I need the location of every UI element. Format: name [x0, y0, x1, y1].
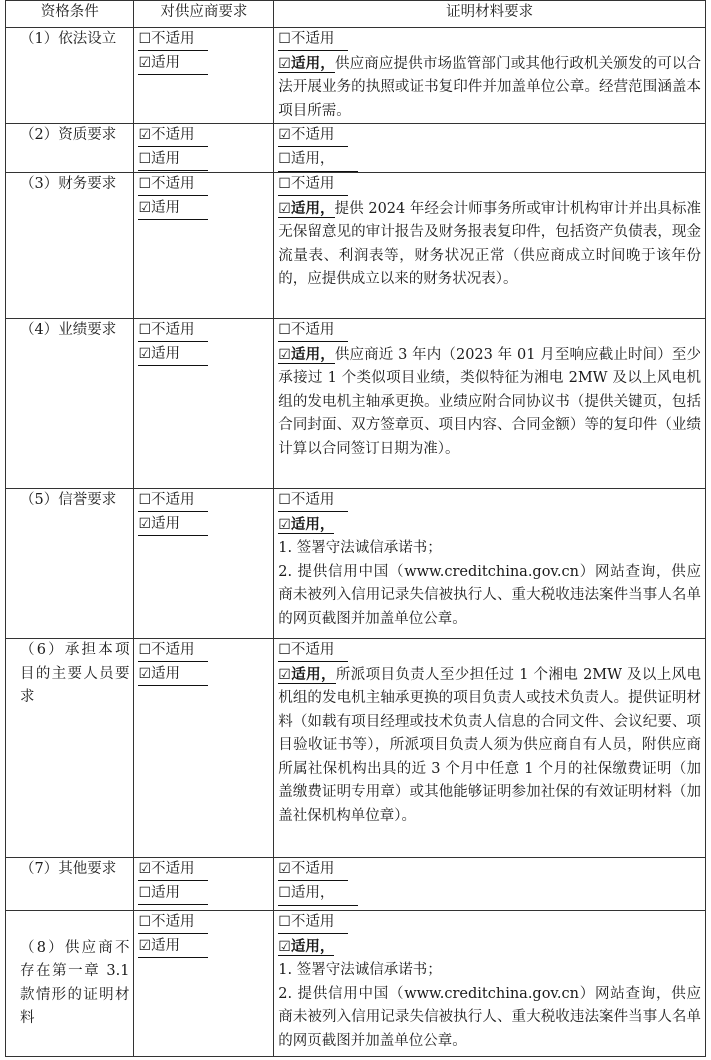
evidence-option-not-applicable[interactable] — [278, 911, 348, 934]
unchecked-box-icon: ☐ — [278, 322, 291, 338]
table-row — [6, 858, 706, 911]
table-row — [6, 124, 706, 173]
option-applicable[interactable] — [138, 197, 208, 220]
option-label: 不适用 — [151, 31, 195, 47]
option-applicable[interactable] — [138, 343, 208, 366]
supplier-requirement-cell — [134, 911, 274, 1057]
option-label: 适用， — [290, 515, 335, 533]
option-label: 适用， — [290, 345, 335, 363]
option-not-applicable[interactable] — [138, 911, 208, 934]
supplier-requirement-cell — [134, 124, 274, 173]
checked-box-icon: ☑ — [278, 55, 291, 72]
condition-label: （8）供应商不存在第一章 3.1 款情形的证明材料 — [20, 939, 130, 1026]
option-label: 不适用 — [290, 492, 335, 508]
unchecked-box-icon: ☐ — [278, 884, 291, 901]
header-row — [6, 1, 706, 28]
checked-box-icon: ☑ — [278, 516, 291, 533]
supplier-requirement-cell — [134, 639, 274, 858]
evidence-text — [278, 197, 701, 292]
checked-box-icon: ☑ — [278, 200, 291, 217]
evidence-option-applicable[interactable] — [278, 148, 358, 173]
unchecked-box-icon: ☐ — [278, 914, 291, 930]
evidence-list-item: 1. 签署守法诚信承诺书； — [278, 962, 442, 978]
checked-box-icon: ☑ — [138, 861, 152, 877]
condition-label: （4）业绩要求 — [20, 322, 117, 338]
evidence-option-not-applicable[interactable] — [278, 489, 348, 512]
evidence-list-item: 1. 签署守法诚信承诺书； — [278, 540, 442, 556]
evidence-option-applicable[interactable] — [278, 516, 334, 534]
supplier-requirement-cell — [134, 173, 274, 319]
evidence-requirement-cell — [274, 639, 706, 858]
option-label: 适用 — [151, 150, 181, 167]
evidence-option-applicable[interactable] — [278, 882, 358, 907]
table-row — [6, 173, 706, 319]
evidence-option-applicable[interactable] — [278, 938, 334, 956]
header-evidence-requirement: 证明材料要求 — [274, 1, 706, 28]
evidence-text — [278, 935, 701, 960]
option-label: 适用， — [290, 150, 335, 167]
condition-cell — [6, 489, 134, 639]
option-label: 不适用 — [151, 642, 195, 658]
unchecked-box-icon: ☐ — [138, 642, 152, 658]
evidence-option-not-applicable[interactable] — [278, 319, 348, 342]
option-not-applicable[interactable] — [138, 639, 208, 662]
condition-label: （5）信誉要求 — [20, 492, 117, 508]
evidence-option-applicable[interactable] — [278, 200, 334, 218]
condition-label: （7）其他要求 — [20, 861, 117, 877]
option-not-applicable[interactable] — [138, 319, 208, 342]
evidence-text — [278, 882, 701, 907]
option-label: 适用 — [151, 515, 181, 532]
option-applicable[interactable] — [138, 52, 208, 75]
table-row — [6, 28, 706, 124]
condition-cell — [6, 319, 134, 489]
option-label: 不适用 — [151, 322, 195, 338]
unchecked-box-icon: ☐ — [278, 492, 291, 508]
option-label: 不适用 — [151, 127, 195, 143]
evidence-list-item: 2. 提供信用中国（www.creditchina.gov.cn）网站查询，供应商未被列入信用记录失信被执行人、重大税收违法案件当事人名单的网页截图并加盖单位公章。 — [278, 563, 701, 627]
option-label: 不适用 — [290, 914, 335, 930]
option-label: 适用， — [290, 54, 335, 72]
evidence-requirement-cell — [274, 28, 706, 124]
unchecked-box-icon: ☐ — [278, 176, 291, 192]
option-not-applicable[interactable] — [138, 489, 208, 512]
evidence-option-not-applicable[interactable] — [278, 124, 348, 147]
supplier-requirement-cell — [134, 28, 274, 124]
option-label: 适用 — [151, 884, 181, 901]
unchecked-box-icon: ☐ — [138, 322, 152, 338]
evidence-requirement-cell — [274, 124, 706, 173]
unchecked-box-icon: ☐ — [138, 884, 152, 901]
option-label: 不适用 — [290, 31, 335, 47]
option-applicable[interactable] — [138, 935, 208, 958]
checked-box-icon: ☑ — [278, 938, 291, 955]
header-condition: 资格条件 — [6, 1, 134, 28]
option-label: 适用 — [151, 199, 181, 216]
table-row — [6, 911, 706, 1057]
unchecked-box-icon: ☐ — [138, 492, 152, 508]
condition-cell — [6, 858, 134, 911]
checked-box-icon: ☑ — [278, 346, 291, 363]
checked-box-icon: ☑ — [138, 515, 152, 532]
evidence-option-not-applicable[interactable] — [278, 28, 348, 51]
header-supplier-requirement: 对供应商要求 — [134, 1, 274, 28]
evidence-description: 供应商应提供市场监管部门或其他行政机关颁发的可以合法开展业务的执照或证书复印件并加盖单位公章。经营范围涵盖本项目所需。 — [278, 55, 702, 119]
unchecked-box-icon: ☐ — [138, 31, 152, 47]
checked-box-icon: ☑ — [278, 666, 291, 683]
checked-box-icon: ☑ — [138, 199, 152, 216]
condition-cell — [6, 639, 134, 858]
option-label: 不适用 — [290, 176, 335, 192]
evidence-requirement-cell — [274, 489, 706, 639]
condition-cell — [6, 173, 134, 319]
evidence-description: 提供 2024 年经会计师事务所或审计机构审计并出具标准无保留意见的审计报告及财务报表复印件，包括资产负债表，现金流量表、利润表等，财务状况正常（供应商成立时间晚于该年份的，应提供成立以来的财务状况表）。 — [278, 200, 701, 287]
option-label: 适用， — [290, 937, 335, 955]
checked-box-icon: ☑ — [138, 54, 152, 71]
supplier-requirement-cell — [134, 319, 274, 489]
checked-box-icon: ☑ — [278, 127, 291, 143]
table-row — [6, 639, 706, 858]
option-label: 不适用 — [151, 914, 195, 930]
table-row — [6, 319, 706, 489]
evidence-option-applicable[interactable] — [278, 666, 336, 684]
evidence-list-item: 2. 提供信用中国（www.creditchina.gov.cn）网站查询，供应商未被列入信用记录失信被执行人、重大税收违法案件当事人名单的网页截图并加盖单位公章。 — [278, 985, 701, 1049]
evidence-option-not-applicable[interactable] — [278, 858, 348, 881]
supplier-requirement-cell — [134, 489, 274, 639]
option-not-applicable[interactable] — [138, 173, 208, 196]
evidence-requirement-cell — [274, 173, 706, 319]
evidence-description: 所派项目负责人至少担任过 1 个湘电 2MW 及以上风电机组的发电机主轴承更换的项目负责人或技术负责人。提供证明材料（如载有项目经理或技术负责人信息的合同文件、会议纪要、项目验收证书等），所派项目负责人须为供应商自有人员，附供应商所属社保机构出具的近 3 个月中任意 1 个月的社保缴费证明（加盖缴费证明专用章）或其他能够证明参加社保的有效证明材料（加盖社保机构单位章）。 — [278, 666, 702, 824]
option-label: 不适用 — [151, 492, 195, 508]
evidence-requirement-cell — [274, 911, 706, 1057]
option-not-applicable[interactable] — [138, 858, 208, 881]
evidence-text — [278, 663, 701, 829]
unchecked-box-icon: ☐ — [278, 642, 291, 658]
evidence-description: 供应商近 3 年内（2023 年 01 月至响应截止时间）至少承接过 1 个类似项目业绩，类似特征为湘电 2MW 及以上风电机组的发电机主轴承更换。业绩应附合同协议书（提供关键页，包括合同封面、双方签章页、项目内容、合同金额）等的复印件（业绩计算以合同签订日期为准）。 — [278, 346, 702, 457]
checked-box-icon: ☑ — [278, 861, 291, 877]
unchecked-box-icon: ☐ — [138, 150, 152, 167]
condition-label: （3）财务要求 — [20, 176, 117, 192]
evidence-requirement-cell — [274, 858, 706, 911]
option-label: 适用 — [151, 937, 181, 954]
evidence-text — [278, 343, 701, 462]
option-label: 不适用 — [290, 127, 335, 143]
evidence-option-not-applicable[interactable] — [278, 639, 348, 662]
option-label: 适用 — [151, 54, 181, 71]
evidence-text — [278, 513, 701, 538]
option-label: 适用， — [290, 199, 335, 217]
option-applicable[interactable] — [138, 663, 208, 686]
checked-box-icon: ☑ — [138, 127, 152, 143]
evidence-text — [278, 148, 701, 173]
option-applicable[interactable] — [138, 148, 208, 171]
unchecked-box-icon: ☐ — [278, 31, 291, 47]
unchecked-box-icon: ☐ — [278, 150, 291, 167]
option-label: 适用 — [151, 345, 181, 362]
qualification-table — [5, 0, 706, 1057]
table-row — [6, 489, 706, 639]
evidence-option-applicable[interactable] — [278, 55, 335, 73]
condition-label: （1）依法设立 — [20, 31, 117, 47]
condition-cell — [6, 124, 134, 173]
condition-cell — [6, 911, 134, 1057]
evidence-requirement-cell — [274, 319, 706, 489]
evidence-text — [278, 52, 701, 124]
checked-box-icon: ☑ — [138, 937, 152, 954]
option-label: 适用， — [290, 665, 336, 683]
condition-cell — [6, 28, 134, 124]
option-not-applicable[interactable] — [138, 28, 208, 51]
option-label: 不适用 — [290, 322, 335, 338]
checked-box-icon: ☑ — [138, 345, 152, 362]
unchecked-box-icon: ☐ — [138, 176, 152, 192]
unchecked-box-icon: ☐ — [138, 914, 152, 930]
option-label: 不适用 — [151, 861, 195, 877]
option-label: 不适用 — [290, 861, 335, 877]
option-applicable[interactable] — [138, 882, 208, 905]
evidence-option-applicable[interactable] — [278, 346, 335, 364]
option-label: 适用， — [290, 884, 335, 901]
condition-label: （6）承担本项目的主要人员要求 — [20, 642, 130, 705]
option-label: 不适用 — [290, 642, 335, 658]
option-label: 适用 — [151, 665, 181, 682]
evidence-option-not-applicable[interactable] — [278, 173, 348, 196]
checked-box-icon: ☑ — [138, 665, 152, 682]
option-not-applicable[interactable] — [138, 124, 208, 147]
option-applicable[interactable] — [138, 513, 208, 536]
condition-label: （2）资质要求 — [20, 127, 117, 143]
supplier-requirement-cell — [134, 858, 274, 911]
option-label: 不适用 — [151, 176, 195, 192]
